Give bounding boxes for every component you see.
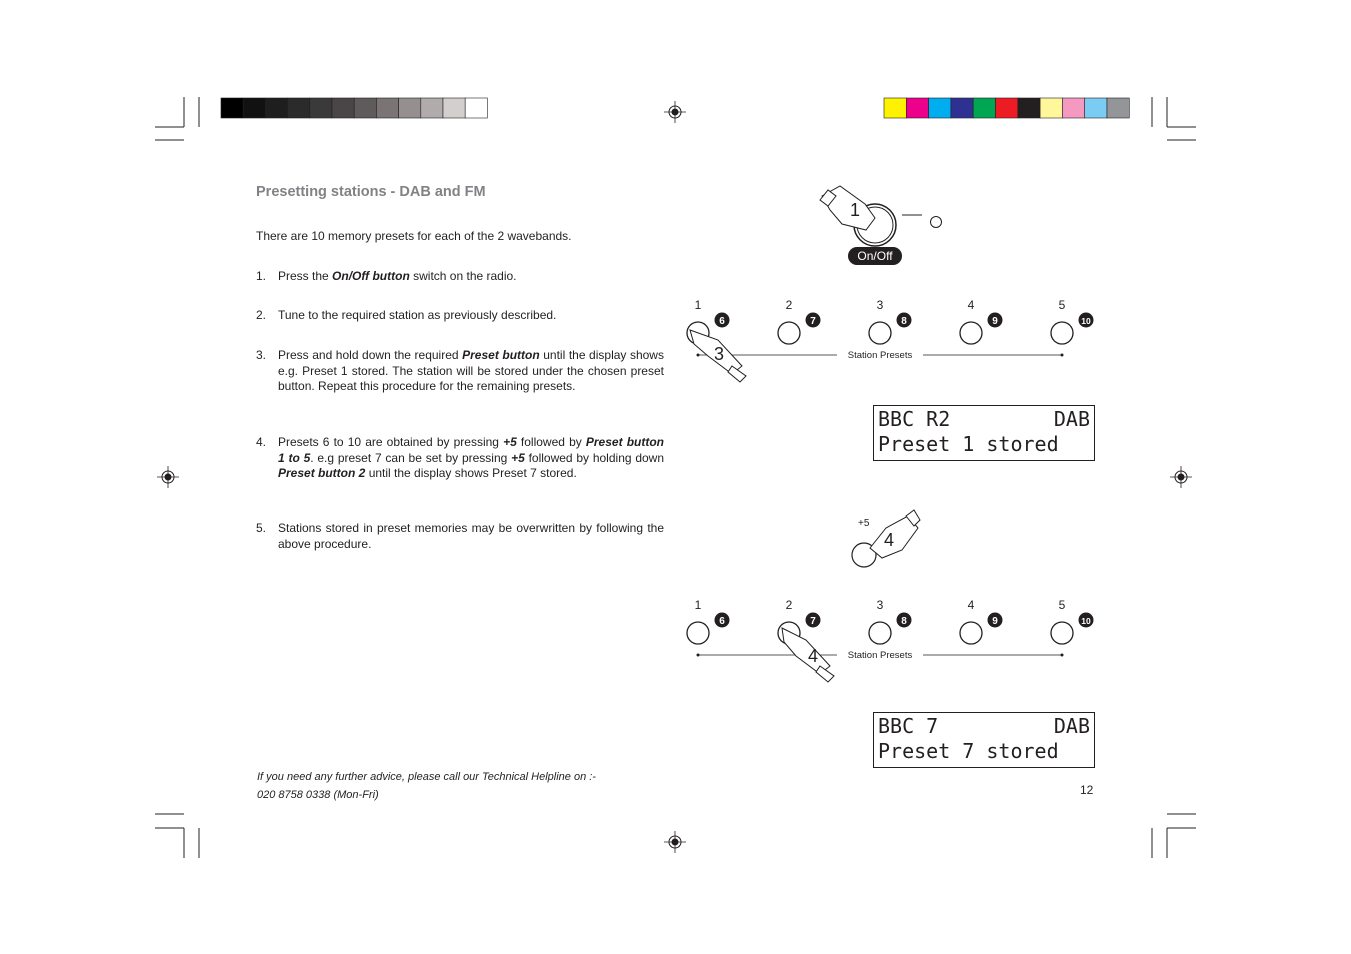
preset-buttons-row-2 <box>687 598 1094 661</box>
registration-mark-icon <box>157 466 179 488</box>
color-swatch <box>884 98 906 118</box>
grayscale-swatch <box>465 98 487 118</box>
lcd-status: Preset 1 stored <box>878 432 1059 456</box>
step-4-number: 4 <box>884 530 895 550</box>
preset-badge-number: 10 <box>1081 616 1091 626</box>
registration-mark-icon <box>664 831 686 853</box>
preset-badge-number: 9 <box>992 616 998 627</box>
preset-top-number: 4 <box>967 298 975 312</box>
station-presets-caption: Station Presets <box>847 650 913 661</box>
step-2: 2. Tune to the required station as previously described. <box>256 308 557 322</box>
preset-button <box>869 322 891 344</box>
grayscale-swatch <box>265 98 287 118</box>
preset-button <box>687 622 709 644</box>
preset-top-number: 2 <box>785 598 793 612</box>
registration-mark-icon <box>664 101 686 123</box>
preset-diagram-bottom <box>670 590 1110 690</box>
lcd-station: BBC 7 <box>878 714 939 738</box>
lcd-display-preset-1 <box>873 405 1095 461</box>
color-swatch <box>1018 98 1040 118</box>
color-swatch <box>951 98 973 118</box>
grayscale-swatch <box>421 98 443 118</box>
preset-top-number: 2 <box>785 298 793 312</box>
preset-button <box>778 322 800 344</box>
preset-button <box>1051 322 1073 344</box>
preset-top-number: 5 <box>1058 298 1066 312</box>
preset-badge-number: 7 <box>810 616 816 627</box>
step-3-number: 3 <box>714 344 725 364</box>
color-swatch <box>973 98 995 118</box>
plus5-button-illustration <box>852 518 876 567</box>
preset-top-number: 1 <box>694 598 702 612</box>
preset-top-number: 3 <box>876 598 884 612</box>
page-number: 12 <box>1080 783 1094 797</box>
step-4-number-bottom: 4 <box>808 646 819 666</box>
preset-top-number: 3 <box>876 298 884 312</box>
preset-button <box>960 322 982 344</box>
preset-top-number: 5 <box>1058 598 1066 612</box>
preset-button <box>869 622 891 644</box>
color-swatch <box>906 98 928 118</box>
station-presets-caption: Station Presets <box>847 350 913 361</box>
grayscale-swatch <box>443 98 465 118</box>
onoff-label: On/Off <box>857 249 893 263</box>
helpline-footer-line2: 020 8758 0338 (Mon-Fri) <box>257 789 379 801</box>
preset-badge-number: 6 <box>719 616 725 627</box>
grayscale-swatch <box>288 98 310 118</box>
grayscale-swatch <box>399 98 421 118</box>
lcd-band: DAB <box>1053 407 1090 431</box>
grayscale-swatch <box>376 98 398 118</box>
color-calibration-bar <box>884 98 1129 118</box>
preset-top-number: 4 <box>967 598 975 612</box>
preset-badge-number: 10 <box>1081 316 1091 326</box>
preset-badge-number: 8 <box>901 316 907 327</box>
preset-button <box>1051 622 1073 644</box>
plus5-label: +5 <box>858 518 870 529</box>
color-swatch <box>996 98 1018 118</box>
lcd-status: Preset 7 stored <box>878 739 1059 763</box>
grayscale-swatch <box>310 98 332 118</box>
grayscale-swatch <box>332 98 354 118</box>
step-4: 4. Presets 6 to 10 are obtained by pressing +5 followed by Preset button 1 to 5. e.g preset 7 can be set by pressing +5 followed by holding down Preset button 2 until the display shows Preset 7 stored. <box>256 435 665 481</box>
section-heading: Presetting stations - DAB and FM <box>256 184 486 200</box>
step-5: 5. Stations stored in preset memories may be overwritten by following the above procedure. <box>256 521 664 551</box>
lcd-display-preset-7 <box>873 712 1095 768</box>
preset-buttons-row-1 <box>687 298 1094 361</box>
color-swatch <box>1062 98 1084 118</box>
preset-badge-number: 6 <box>719 316 725 327</box>
color-swatch <box>1107 98 1129 118</box>
grayscale-swatch <box>243 98 265 118</box>
color-swatch <box>1040 98 1062 118</box>
preset-top-number: 1 <box>694 298 702 312</box>
color-swatch <box>929 98 951 118</box>
grayscale-calibration-bar <box>221 98 487 118</box>
preset-badge-number: 9 <box>992 316 998 327</box>
grayscale-swatch <box>221 98 243 118</box>
grayscale-swatch <box>354 98 376 118</box>
preset-diagram-top <box>670 180 1110 600</box>
registration-mark-icon <box>1170 466 1192 488</box>
lcd-station: BBC R2 <box>878 407 951 431</box>
step-1: 1. Press the On/Off button switch on the radio. <box>256 269 517 283</box>
step-3: 3. Press and hold down the required Preset button until the display shows e.g. Preset 1 stored. The station will be stored under the chosen preset button. Repeat this procedure for the remaining presets. <box>256 348 664 394</box>
preset-badge-number: 8 <box>901 616 907 627</box>
color-swatch <box>1085 98 1107 118</box>
helpline-footer-line1: If you need any further advice, please call our Technical Helpline on :- <box>257 771 596 783</box>
pointing-hand-icon <box>870 510 920 558</box>
preset-button <box>960 622 982 644</box>
intro-paragraph: There are 10 memory presets for each of the 2 wavebands. <box>256 229 572 243</box>
step-1-number: 1 <box>850 200 861 220</box>
pointing-hand-icon <box>820 186 875 230</box>
lcd-band: DAB <box>1053 714 1090 738</box>
preset-badge-number: 7 <box>810 316 816 327</box>
